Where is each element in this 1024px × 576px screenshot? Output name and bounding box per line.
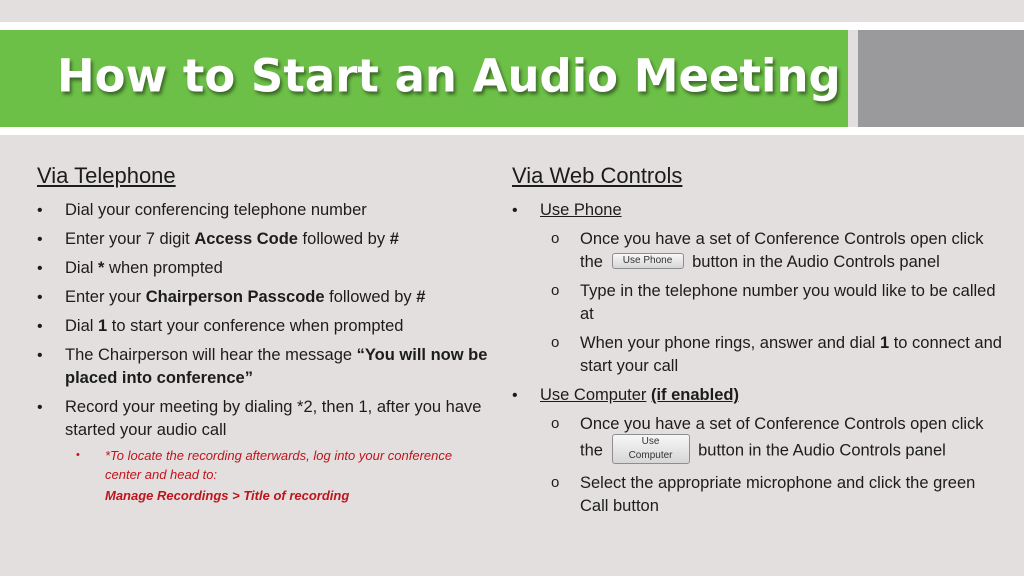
decorative-gray-block (858, 30, 1024, 127)
use-computer-label: Use Computer (540, 386, 647, 404)
list-item: o When your phone rings, answer and dial 1 to connect and start your call (512, 332, 1004, 378)
list-item: • Enter your 7 digit Access Code followed by # (37, 228, 489, 251)
list-item: • The Chairperson will hear the message “You will now be placed into conference” (37, 344, 489, 390)
use-phone-item (512, 199, 1004, 222)
top-divider (0, 22, 1024, 30)
recording-path: Manage Recordings > Title of recording (105, 488, 350, 503)
top-strip (0, 0, 1024, 22)
telephone-column (37, 162, 489, 505)
list-item: • Dial 1 to start your conference when prompted (37, 315, 489, 338)
title-divider (0, 127, 1024, 135)
slide-title: How to Start an Audio Meeting (57, 49, 841, 103)
use-computer-button-image: Use Computer (612, 434, 690, 464)
list-item: • Enter your Chairperson Passcode followed by # (37, 286, 489, 309)
use-phone-button-image: Use Phone (612, 253, 684, 269)
use-computer-item (512, 384, 1004, 407)
title-bar (0, 30, 848, 127)
use-phone-label: Use Phone (540, 201, 622, 219)
list-item: o Once you have a set of Conference Controls open click the Use Phone button in the Audio Controls panel (512, 228, 1004, 274)
list-item: o Select the appropriate microphone and click the green Call button (512, 472, 1004, 518)
web-controls-heading: Via Web Controls (512, 163, 683, 188)
web-controls-column (512, 162, 1004, 524)
if-enabled-label: (if enabled) (650, 386, 739, 404)
list-item: • Dial * when prompted (37, 257, 489, 280)
list-item: o Type in the telephone number you would like to be called at (512, 280, 1004, 326)
list-item: • Record your meeting by dialing *2, then 1, after you have started your audio call (37, 396, 489, 442)
list-item: • Dial your conferencing telephone number (37, 199, 489, 222)
telephone-heading: Via Telephone (37, 163, 176, 188)
list-item: o Once you have a set of Conference Controls open click the Use Computer button in the Audio Controls panel (512, 413, 1004, 466)
recording-note: • *To locate the recording afterwards, log into your conference center and head to: Manage Recordings > Title of recording (37, 446, 489, 505)
web-controls-steps (512, 199, 1004, 518)
telephone-steps (37, 199, 489, 505)
